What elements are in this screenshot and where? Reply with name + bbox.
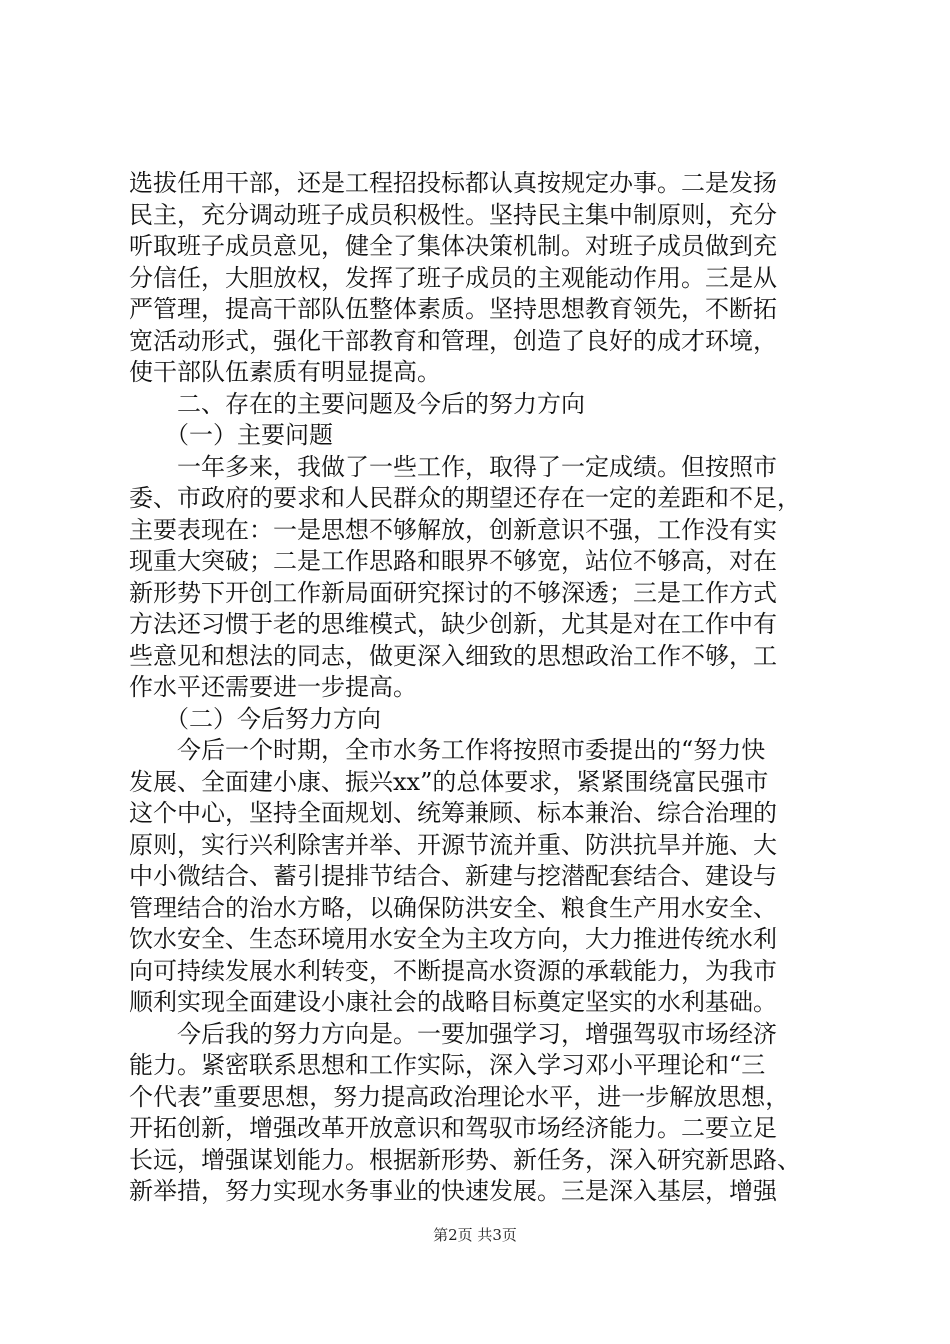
text-line: 长远，增强谋划能力。根据新形势、新任务，深入研究新思路、 [129,1145,801,1174]
text-line: 些意见和想法的同志，做更深入细致的思想政治工作不够，工 [129,641,777,670]
text-line: 管理结合的治水方略，以确保防洪安全、粮食生产用水安全、 [129,893,777,922]
body-text [129,168,825,1208]
text-line: 中小微结合、蓄引提排节结合、新建与挖潜配套结合、建设与 [129,862,777,890]
text-line: 主要表现在：一是思想不够解放，创新意识不强，工作没有实 [129,515,777,544]
text-line: 分信任，大胆放权，发挥了班子成员的主观能动作用。三是从 [129,263,777,292]
paragraph-first-line: 今后一个时期，全市水务工作将按照市委提出的“努力快 [177,736,766,764]
subsection-heading: （二）今后努力方向 [165,704,381,733]
text-line: 宽活动形式，强化干部教育和管理，创造了良好的成才环境， [129,326,777,355]
text-line: 严管理，提高干部队伍整体素质。坚持思想教育领先，不断拓 [129,295,777,323]
text-line: 饮水安全、生态环境用水安全为主攻方向，大力推进传统水利 [129,925,777,953]
text-line: 个代表”重要思想，努力提高政治理论水平，进一步解放思想， [129,1082,790,1111]
text-line: 新举措，努力实现水务事业的快速发展。三是深入基层，增强 [129,1177,777,1205]
text-line: 现重大突破；二是工作思路和眼界不够宽，站位不够高，对在 [129,547,777,575]
page-number-footer: 第2页 共3页 [433,1226,517,1244]
text-line: 听取班子成员意见，健全了集体决策机制。对班子成员做到充 [129,232,777,260]
text-line: 使干部队伍素质有明显提高。 [129,358,441,386]
text-line: 选拔任用干部，还是工程招投标都认真按规定办事。二是发扬 [129,169,777,197]
text-line: 顺利实现全面建设小康社会的战略目标奠定坚实的水利基础。 [129,988,777,1016]
text-line: 能力。紧密联系思想和工作实际，深入学习邓小平理论和“三 [129,1051,766,1079]
text-line: 向可持续发展水利转变，不断提高水资源的承载能力，为我市 [129,956,777,985]
paragraph-first-line: 一年多来，我做了一些工作，取得了一定成绩。但按照市 [177,452,777,481]
text-line: 这个中心，坚持全面规划、统筹兼顾、标本兼治、综合治理的 [129,799,777,827]
text-line: 开拓创新，增强改革开放意识和驾驭市场经济能力。二要立足 [129,1114,777,1142]
text-line: 作水平还需要进一步提高。 [129,673,417,701]
paragraph-first-line: 今后我的努力方向是。一要加强学习，增强驾驭市场经济 [177,1019,777,1048]
text-line: 发展、全面建小康、振兴xx”的总体要求，紧紧围绕富民强市 [129,767,769,796]
text-line: 原则，实行兴利除害并举、开源节流并重、防洪抗旱并施、大 [129,830,777,859]
text-line: 民主，充分调动班子成员积极性。坚持民主集中制原则，充分 [129,200,777,229]
text-line: 方法还习惯于老的思维模式，缺少创新，尤其是对在工作中有 [129,610,777,638]
subsection-heading: （一）主要问题 [165,421,333,449]
text-line: 新形势下开创工作新局面研究探讨的不够深透；三是工作方式 [129,578,777,607]
text-line: 委、市政府的要求和人民群众的期望还存在一定的差距和不足， [129,484,801,512]
section-heading: 二、存在的主要问题及今后的努力方向 [177,389,585,418]
